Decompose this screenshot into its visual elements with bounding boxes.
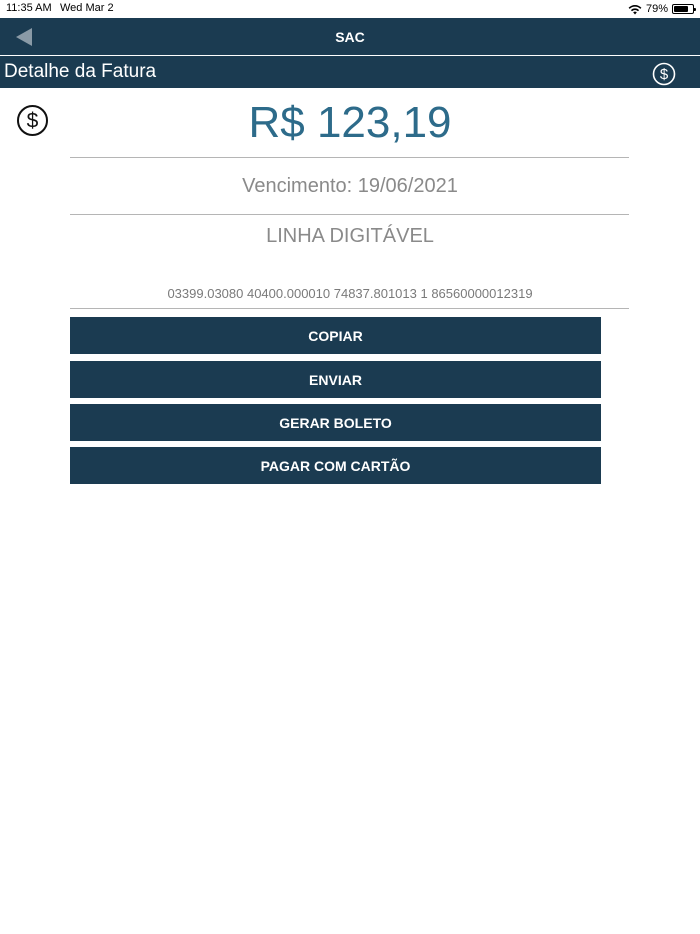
wifi-icon [628, 4, 642, 15]
due-date: Vencimento: 19/06/2021 [242, 175, 458, 197]
linha-digitavel-code: 03399.03080 40400.000010 74837.801013 1 86560000012319 [167, 286, 533, 301]
battery-percent: 79% [645, 3, 668, 15]
sub-header [0, 56, 700, 88]
status-indicators [628, 2, 694, 16]
status-date: Wed Mar 2 [60, 2, 114, 14]
page-title: Detalhe da Fatura [4, 61, 157, 82]
battery-icon [672, 4, 694, 14]
linha-digitavel-heading: LINHA DIGITÁVEL [266, 225, 434, 247]
copy-button[interactable]: COPIAR [70, 317, 601, 354]
battery-fill [674, 6, 688, 12]
invoice-amount: R$ 123,19 [248, 98, 452, 147]
generate-boleto-button[interactable]: GERAR BOLETO [70, 404, 601, 441]
nav-title: SAC [335, 29, 365, 45]
nav-bar [0, 18, 700, 55]
svg-text:$: $ [26, 109, 39, 133]
pay-with-card-button[interactable]: PAGAR COM CARTÃO [70, 447, 601, 484]
divider [70, 214, 629, 215]
divider [70, 308, 629, 309]
status-bar [0, 0, 700, 18]
divider [70, 157, 629, 158]
svg-text:$: $ [659, 66, 669, 83]
send-button[interactable]: ENVIAR [70, 361, 601, 398]
dollar-circle-icon [652, 62, 676, 86]
status-time: 11:35 AM [6, 2, 52, 14]
